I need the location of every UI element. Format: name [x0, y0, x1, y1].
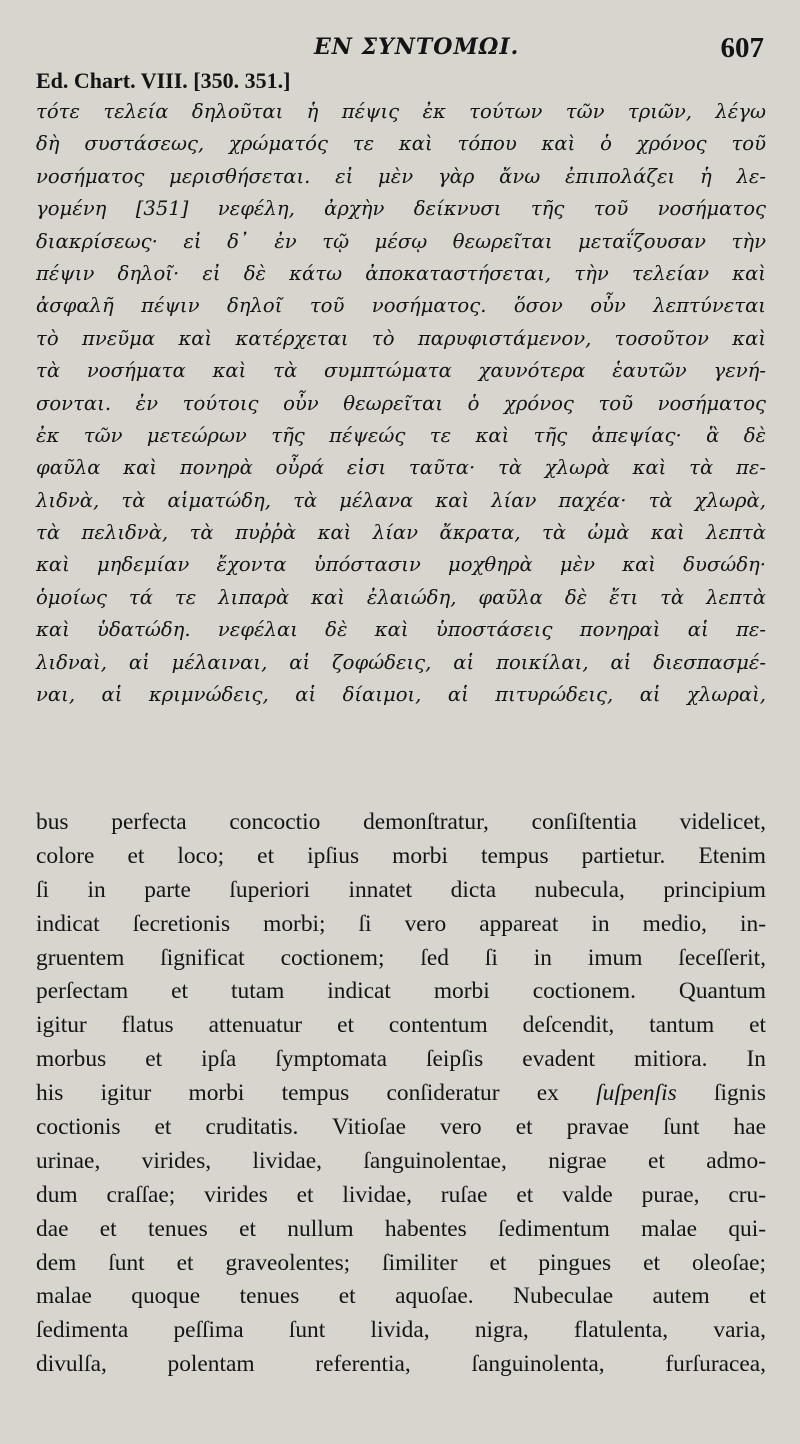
italic-term: ſuſpenſis — [596, 1080, 677, 1107]
latin-line: dum craſſae; virides et lividae, ruſae et valde purae, cru- — [36, 1181, 766, 1208]
greek-line: τότε τελεία δηλοῦται ἡ πέψις ἐκ τούτων τῶν τριῶν, λέγω — [36, 100, 766, 123]
greek-line: γομένη [351] νεφέλη, ἀρχὴν δείκνυσι τῆς τοῦ νοσήματος — [36, 197, 766, 221]
latin-line: gruentem ſignificat coctionem; ſed ſi in imum ſeceſſerit, — [36, 944, 766, 971]
latin-line-with-italic — [36, 1077, 766, 1111]
greek-line: σονται. ἐν τούτοις οὖν θεωρεῖται ὁ χρόνος τοῦ νοσήματος — [36, 391, 766, 415]
running-head — [0, 30, 800, 70]
latin-line: dem ſunt et graveolentes; ſimiliter et pingues et oleoſae; — [36, 1249, 766, 1276]
latin-line: indicat ſecretionis morbi; ſi vero appareat in medio, in- — [36, 910, 766, 937]
greek-line: φαῦλα καὶ πονηρὰ οὖρά εἰσι ταῦτα· τὰ χλωρὰ καὶ τὰ πε- — [36, 456, 766, 480]
latin-line: igitur flatus attenuatur et contentum deſcendit, tantum et — [36, 1012, 766, 1039]
greek-line: ἐκ τῶν μετεώρων τῆς πέψεώς τε καὶ τῆς ἀπεψίας· ἃ δὲ — [36, 423, 766, 447]
latin-line: urinae, virides, lividae, ſanguinolentae, nigrae et admo- — [36, 1147, 766, 1174]
greek-line: τὰ πελιδνὰ, τὰ πυῤῥὰ καὶ λίαν ἄκρατα, τὰ ὠμὰ καὶ λεπτὰ — [36, 521, 766, 545]
latin-line: ſi in parte ſuperiori innatet dicta nubecula, principium — [36, 876, 766, 903]
latin-line-segment: ſignis — [676, 1080, 766, 1107]
greek-line: τὸ πνεῦμα καὶ κατέρχεται τὸ παρυφιστάμενον, τοσοῦτον καὶ — [36, 326, 766, 350]
latin-line: ſedimenta peſſima ſunt livida, nigra, flatulenta, varia, — [36, 1317, 766, 1344]
greek-line: νοσήματος μερισθήσεται. εἰ μὲν γὰρ ἄνω ἐπιπολάζει ἡ λε- — [36, 164, 766, 188]
greek-line: ναι, αἱ κριμνώδεις, αἱ δίαιμοι, αἱ πιτυρώδεις, αἱ χλωραὶ, — [36, 683, 766, 707]
latin-line: coctionis et cruditatis. Vitioſae vero et pravae ſunt hae — [36, 1114, 766, 1141]
greek-line: διακρίσεως· εἰ δ᾽ ἐν τῷ μέσῳ θεωρεῖται μεταΐζουσαν τὴν — [36, 229, 766, 253]
latin-line: bus perfecta concoctio demonſtratur, conſiſtentia videlicet, — [36, 809, 766, 835]
greek-line: καὶ μηδεμίαν ἔχοντα ὑπόστασιν μοχθηρὰ μὲν καὶ δυσώδη· — [36, 553, 766, 577]
greek-line: τὰ νοσήματα καὶ τὰ συμπτώματα χαυνότερα ἑαυτῶν γενή- — [36, 359, 766, 383]
latin-line-segment: his igitur morbi tempus conſideratur ex — [36, 1080, 597, 1107]
running-title: ΕΝ ΣΥΝΤΟΜΩΙ. — [314, 34, 520, 60]
greek-line: λιδνὰ, τὰ αἱματώδη, τὰ μέλανα καὶ λίαν παχέα· τὰ χλωρὰ, — [36, 488, 766, 512]
latin-line: dae et tenues et nullum habentes ſedimentum malae qui- — [36, 1215, 766, 1242]
latin-line: malae quoque tenues et aquoſae. Nubeculae autem et — [36, 1283, 766, 1310]
page-number: 607 — [720, 32, 764, 64]
greek-line: δὴ συστάσεως, χρώματός τε καὶ τόπου καὶ ὁ χρόνος τοῦ — [36, 132, 766, 156]
greek-line: λιδναὶ, αἱ μέλαιναι, αἱ ζοφώδεις, αἱ ποικίλαι, αἱ διεσπασμέ- — [36, 650, 766, 674]
edition-reference: Ed. Chart. VIII. [350. 351.] — [36, 68, 291, 93]
latin-line: divulſa, polentam referentia, ſanguinolenta, furſuracea, — [36, 1351, 766, 1378]
greek-line: ἀσφαλῆ πέψιν δηλοῖ τοῦ νοσήματος. ὅσον οὖν λεπτύνεται — [36, 294, 766, 318]
latin-text-block — [36, 806, 766, 1382]
latin-line: colore et loco; et ipſius morbi tempus partietur. Etenim — [36, 842, 766, 869]
greek-line: καὶ ὑδατώδη. νεφέλαι δὲ καὶ ὑποστάσεις πονηραὶ αἱ πε- — [36, 618, 766, 642]
greek-text-block — [36, 96, 766, 711]
greek-line: πέψιν δηλοῖ· εἰ δὲ κάτω ἀποκαταστήσεται, τὴν τελείαν καὶ — [36, 261, 766, 285]
latin-line: morbus et ipſa ſymptomata ſeipſis evadent mitiora. In — [36, 1046, 766, 1073]
latin-line: perſectam et tutam indicat morbi coctionem. Quantum — [36, 978, 766, 1005]
greek-line: ὁμοίως τά τε λιπαρὰ καὶ ἐλαιώδη, φαῦλα δὲ ἔτι τὰ λεπτὰ — [36, 585, 766, 609]
